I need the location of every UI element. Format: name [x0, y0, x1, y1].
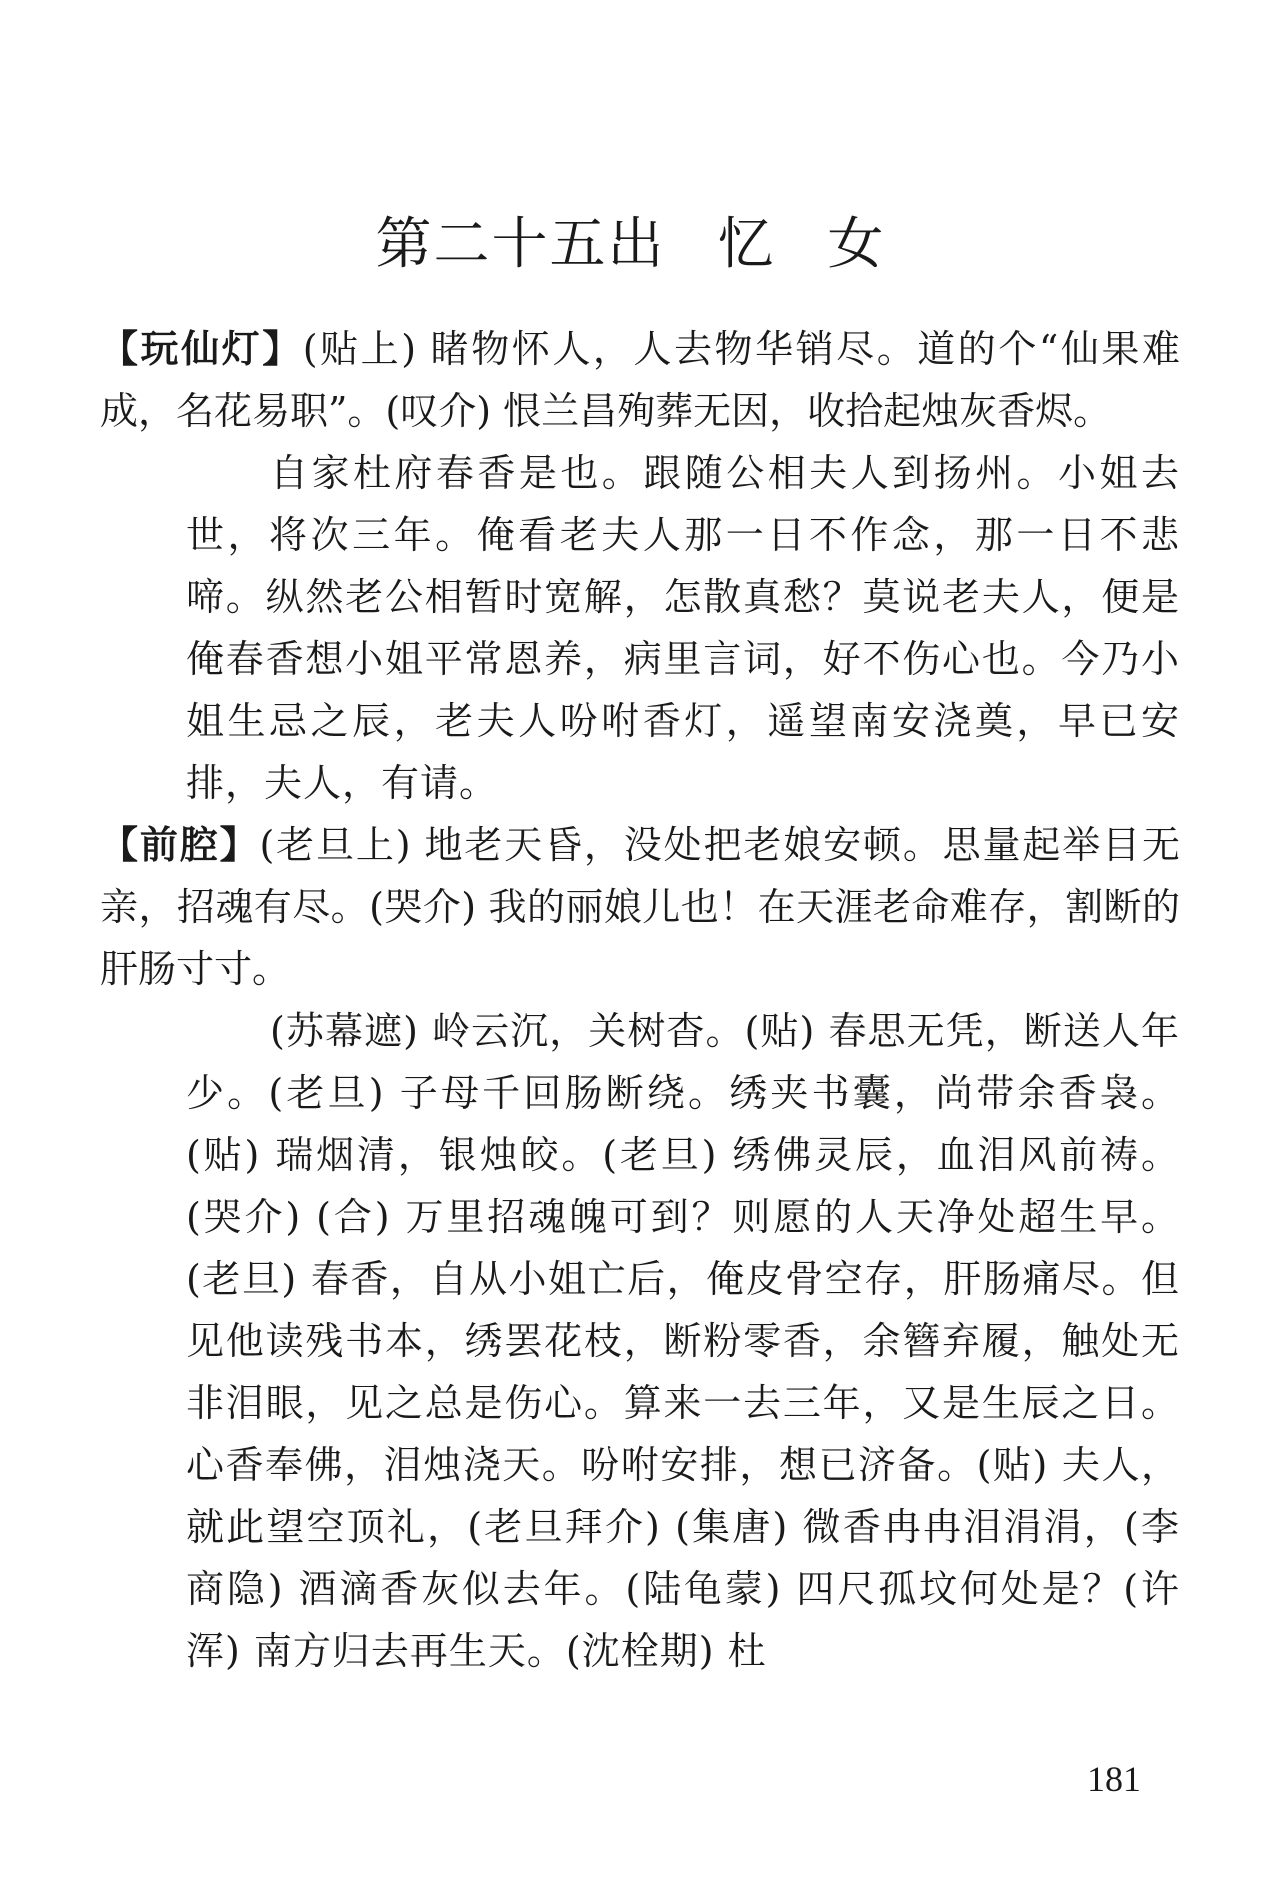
- body-text: [100, 318, 1180, 1682]
- chapter-number: 第二十五出: [375, 212, 666, 277]
- aria-text: (贴上) 睹物怀人，人去物华销尽。道的个“仙果难成，名花易职”。(叹介) 恨兰昌殉葬无因，收拾起烛灰香烬。: [100, 327, 1180, 433]
- chapter-title: [0, 200, 1261, 280]
- tune-name: 【玩仙灯】: [100, 327, 303, 371]
- page-number: 181: [1087, 1759, 1141, 1799]
- aria-paragraph: [100, 814, 1180, 1000]
- chapter-name-1: 忆: [717, 212, 776, 277]
- chapter-name-2: 女: [827, 212, 886, 277]
- aria-text: (老旦上) 地老天昏，没处把老娘安顿。思量起举目无亲，招魂有尽。(哭介) 我的丽娘儿也！在天涯老命难存，割断的肝肠寸寸。: [100, 823, 1180, 991]
- speech-paragraph: 自家杜府春香是也。跟随公相夫人到扬州。小姐去世，将次三年。俺看老夫人那一日不作念，那一日不悲啼。纵然老公相暂时宽解，怎散真愁？莫说老夫人，便是俺春香想小姐平常恩养，病里言词，好不伤心也。今乃小姐生忌之辰，老夫人吩咐香灯，遥望南安浇奠，早已安排，夫人，有请。: [186, 451, 1180, 805]
- tune-name: 【前腔】: [100, 823, 260, 867]
- aria-paragraph: [100, 318, 1180, 442]
- speech-paragraph: (苏幕遮) 岭云沉，关树杳。(贴) 春思无凭，断送人年少。(老旦) 子母千回肠断绕。绣夹书囊，尚带余香袅。(贴) 瑞烟清，银烛皎。(老旦) 绣佛灵辰，血泪风前祷。(哭介) (合) 万里招魂魄可到？则愿的人天净处超生早。(老旦) 春香，自从小姐亡后，俺皮骨空存，肝肠痛尽。但见他读残书本，绣罢花枝，断粉零香，余簪弃履，触处无非泪眼，见之总是伤心。算来一去三年，又是生辰之日。心香奉佛，泪烛浇天。吩咐安排，想已济备。(贴) 夫人，就此望空顶礼，(老旦拜介) (集唐) 微香冉冉泪涓涓，(李商隐) 酒滴香灰似去年。(陆龟蒙) 四尺孤坟何处是？(许浑) 南方归去再生天。(沈栓期) 杜: [186, 1009, 1180, 1673]
